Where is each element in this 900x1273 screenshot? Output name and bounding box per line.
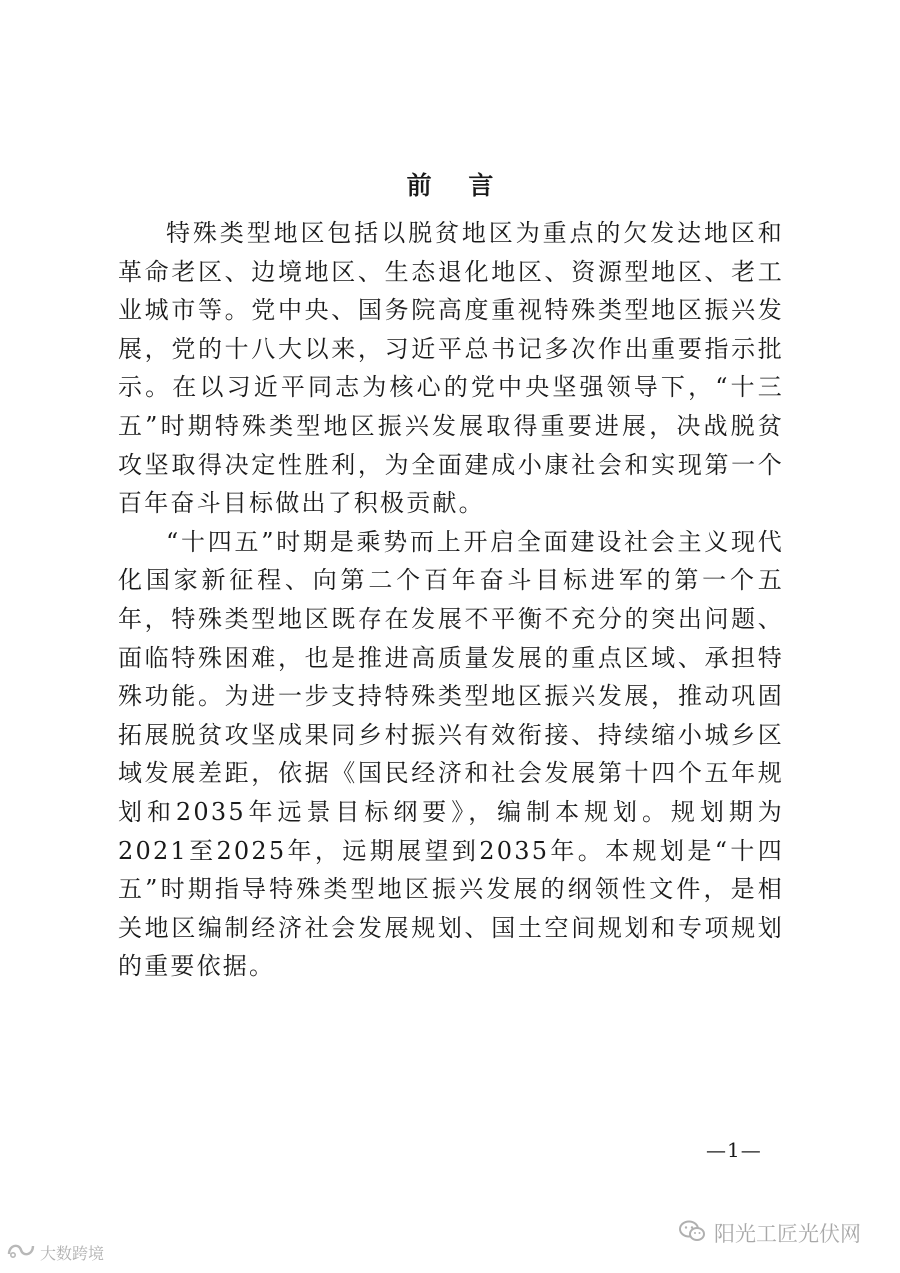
watermark-left xyxy=(6,1240,104,1264)
wechat-icon xyxy=(678,1219,706,1248)
watermark-right xyxy=(678,1218,861,1248)
logo-icon xyxy=(6,1240,36,1264)
paragraph-2: “十四五”时期是乘势而上开启全面建设社会主义现代化国家新征程、向第二个百年奋斗目标进军的第一个五年，特殊类型地区既存在发展不平衡不充分的突出问题、面临特殊困难，也是推进高质量发展的重点区域、承担特殊功能。为进一步支持特殊类型地区振兴发展，推动巩固拓展脱贫攻坚成果同乡村振兴有效衔接、持续缩小城乡区域发展差距，依据《国民经济和社会发展第十四个五年规划和2035年远景目标纲要》，编制本规划。规划期为2021至2025年，远期展望到2035年。本规划是“十四五”时期指导特殊类型地区振兴发展的纲领性文件，是相关地区编制经济社会发展规划、国土空间规划和专项规划的重要依据。 xyxy=(118,527,784,981)
watermark-right-text: 阳光工匠光伏网 xyxy=(714,1222,861,1246)
page-number: —1— xyxy=(706,1138,762,1162)
watermark-left-text: 大数跨境 xyxy=(40,1243,105,1263)
page-title: 前 言 xyxy=(406,171,508,200)
paragraph-1: 特殊类型地区包括以脱贫地区为重点的欠发达地区和革命老区、边境地区、生态退化地区、资源型地区、老工业城市等。党中央、国务院高度重视特殊类型地区振兴发展，党的十八大以来，习近平总书记多次作出重要指示批示。在以习近平同志为核心的党中央坚强领导下，“十三五”时期特殊类型地区振兴发展取得重要进展，决战脱贫攻坚取得决定性胜利，为全面建成小康社会和实现第一个百年奋斗目标做出了积极贡献。 xyxy=(118,219,784,518)
body-text xyxy=(118,214,784,986)
